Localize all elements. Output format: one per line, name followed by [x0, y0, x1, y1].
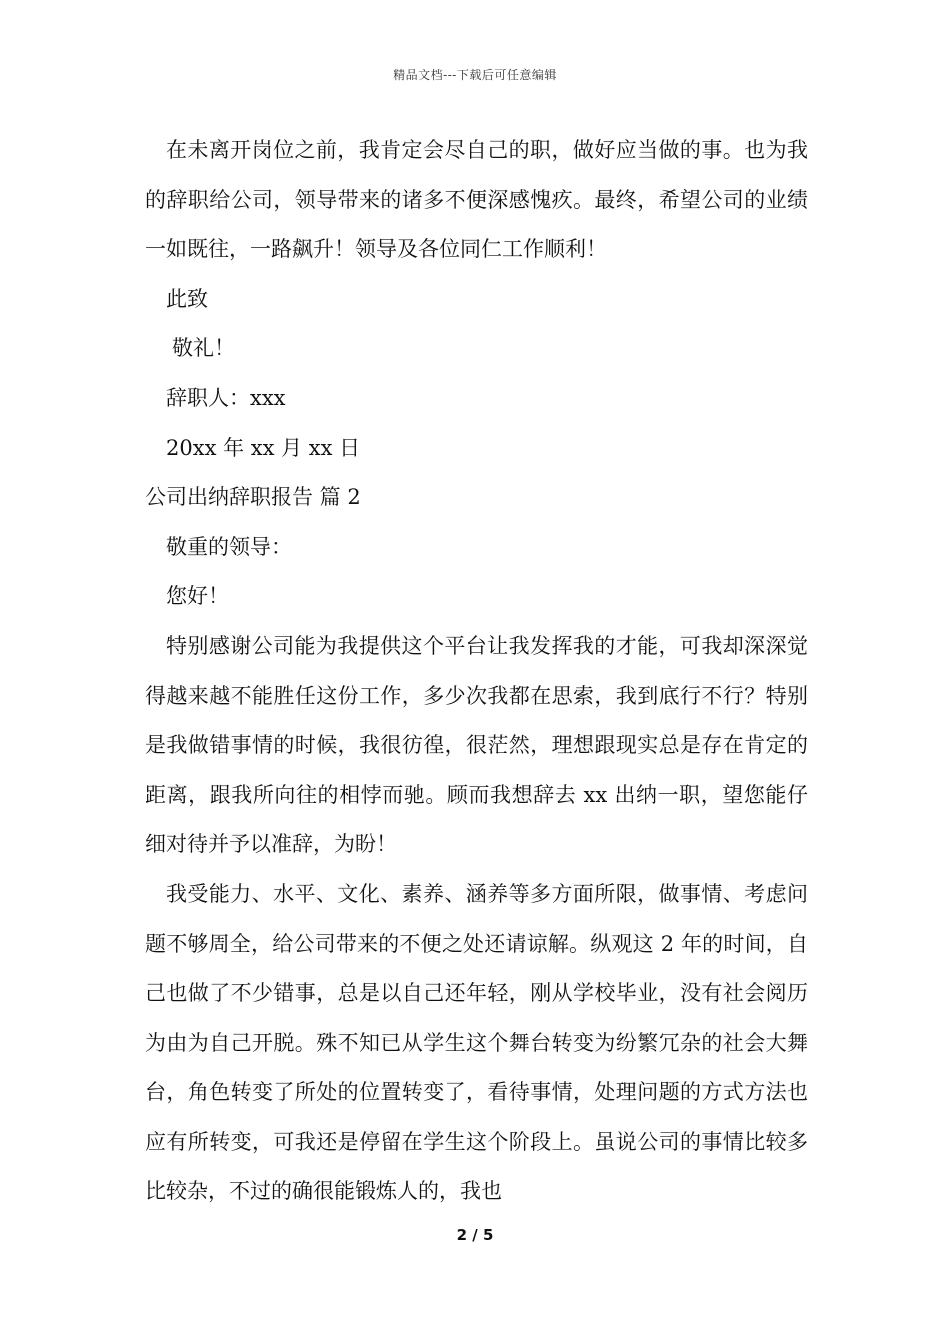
paragraph-gratitude: 特别感谢公司能为我提供这个平台让我发挥我的才能，可我却深深觉得越来越不能胜任这份工作，多少次我都在思索，我到底行不行？特别是我做错事情的时候，我很彷徨，很茫然，理想跟现实总是存在肯定的距离，跟我所向往的相悖而驰。顾而我想辞去 xx 出纳一职，望您能仔细对待并予以准辞，为盼！	[145, 633, 808, 857]
signer-line: 辞职人：xxx	[166, 385, 286, 410]
closing-line-2: 敬礼！	[172, 336, 235, 361]
salutation: 敬重的领导：	[166, 534, 292, 559]
section-title: 公司出纳辞职报告 篇 2	[145, 485, 361, 510]
page-number: 2 / 5	[456, 1226, 494, 1244]
paragraph-reflection: 我受能力、水平、文化、素养、涵养等多方面所限，做事情、考虑问题不够周全，给公司带来的不便之处还请谅解。纵观这 2 年的时间，自己也做了不少错事，总是以自己还年轻，刚从学校毕业，没有社会阅历为由为自己开脱。殊不知已从学生这个舞台转变为纷繁冗杂的社会大舞台，角色转变了所处的位置转变了，看待事情，处理问题的方式方法也应有所转变，可我还是停留在学生这个阶段上。虽说公司的事情比较多比较杂，不过的确很能锻炼人的，我也	[145, 881, 808, 1204]
closing-line-1: 此致	[166, 286, 208, 311]
date-line: 20xx 年 xx 月 xx 日	[166, 435, 361, 460]
greeting: 您好！	[166, 584, 229, 609]
page-header: 精品文档---下载后可任意编辑	[393, 68, 557, 82]
paragraph-commitment: 在未离开岗位之前，我肯定会尽自己的职，做好应当做的事。也为我的辞职给公司，领导带来的诸多不便深感愧疚。最终，希望公司的业绩一如既往，一路飙升！领导及各位同仁工作顺利！	[145, 138, 808, 262]
document-body	[145, 126, 808, 1217]
